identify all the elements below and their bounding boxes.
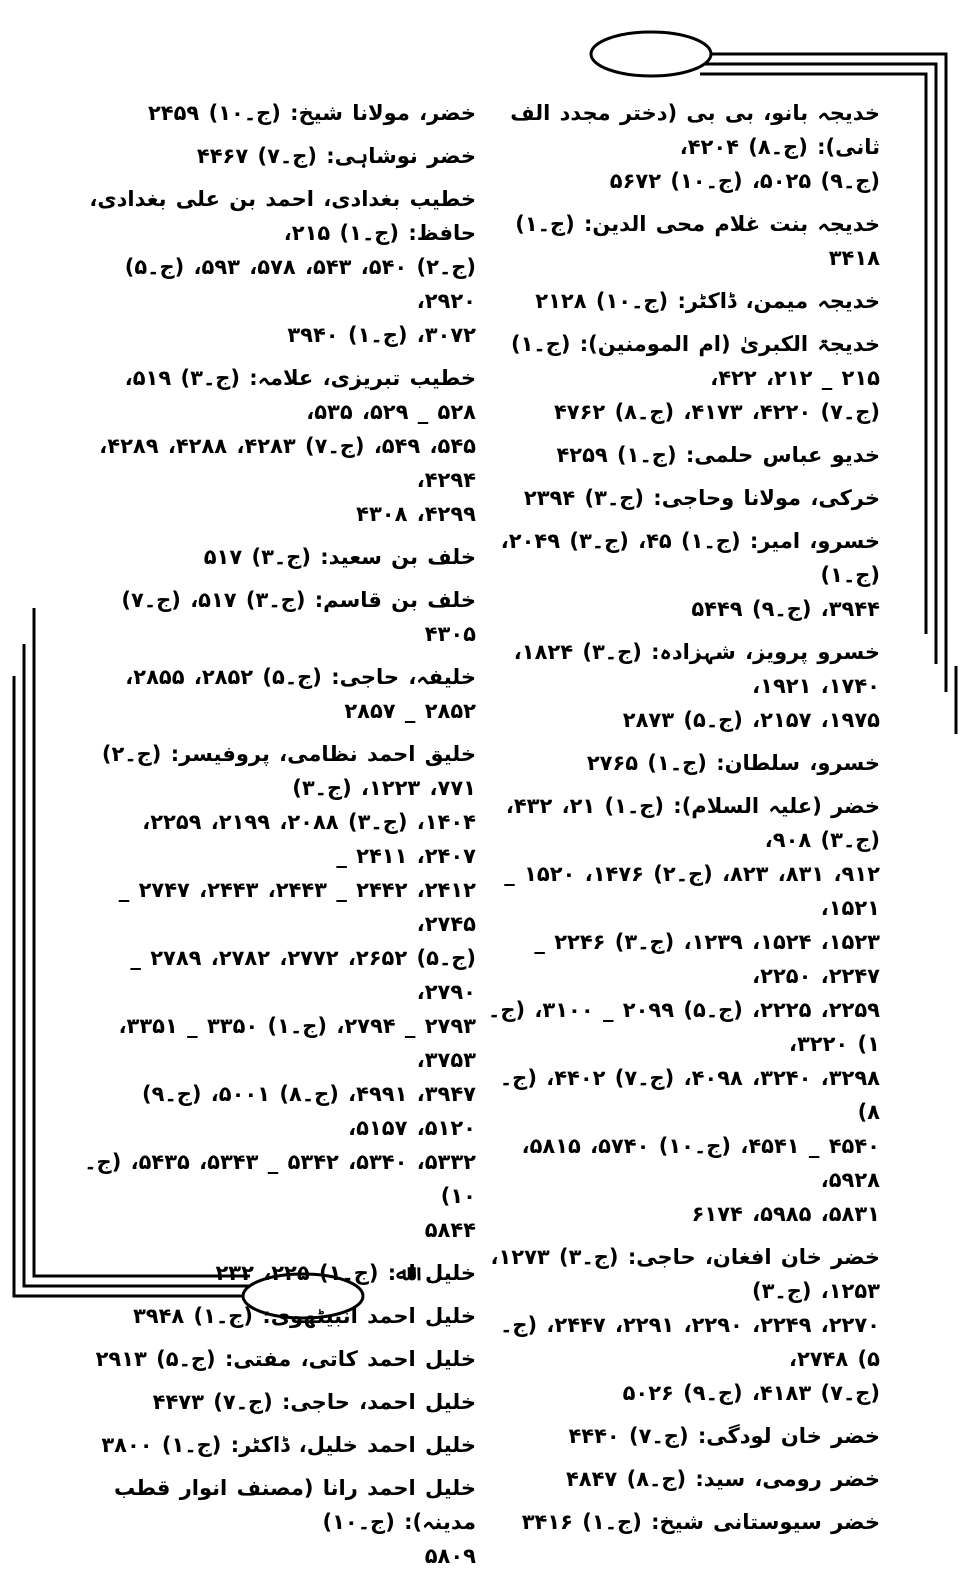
index-column-left [84, 96, 476, 1582]
index-entry [84, 540, 476, 574]
index-entry [488, 1419, 880, 1453]
index-entry [84, 1428, 476, 1462]
index-entry [488, 1462, 880, 1496]
index-entry [488, 284, 880, 318]
index-entry-line: خدیجہ بنت غلام محی الدین: (ج۔۱) ۳۴۱۸ [515, 212, 880, 270]
index-entry-line: خضر رومی، سید: (ج۔۸) ۴۸۴۷ [565, 1467, 880, 1491]
index-entry-line: ۳۲۹۸، ۳۲۴۰، ۴۰۹۸، (ج۔۷) ۴۴۰۲، (ج۔۸) [499, 1066, 880, 1124]
index-entry [488, 635, 880, 737]
index-entry-line: (ج۔۲) ۵۴۰، ۵۴۳، ۵۷۸، ۵۹۳، (ج۔۵) ۲۹۲۰، [124, 255, 476, 313]
index-entry-line: ۲۲۷۰، ۲۲۴۹، ۲۲۹۰، ۲۲۹۱، ۲۴۴۷، (ج۔۵) ۲۷۴۸، [500, 1313, 880, 1371]
index-entry-line: خسرو پرویز، شہزادہ: (ج۔۳) ۱۸۲۴، ۱۷۴۰، ۱۹۲۱، [513, 640, 880, 698]
index-entry-line: ۱۵۲۳، ۱۵۲۴، ۱۲۳۹، (ج۔۳) ۲۲۴۶ _ ۲۲۴۷، ۲۲۵۰، [534, 930, 880, 988]
index-entry-line: خلف بن سعید: (ج۔۳) ۵۱۷ [203, 545, 476, 569]
index-entry-line: خلیل اﷲ: (ج۔۱) ۲۲۵، ۲۳۲ [215, 1261, 476, 1285]
index-entry [84, 1256, 476, 1290]
index-entry [84, 182, 476, 352]
index-entry-line: خلیل احمد کاتی، مفتی: (ج۔۵) ۲۹۱۳ [95, 1347, 476, 1371]
index-entry-line: خطیب تبریزی، علامہ: (ج۔۳) ۵۱۹، ۵۲۸ _ ۵۲۹، ۵۳۵، [124, 366, 476, 424]
index-entry-line: خضر نوشاہی: (ج۔۷) ۴۴۶۷ [196, 144, 476, 168]
index-entry-line: خضر سیوستانی شیخ: (ج۔۱) ۳۴۱۶ [521, 1510, 880, 1534]
index-entry-line: خلیل احمد رانا (مصنف انوار قطب مدینہ): (ج۔۱۰) [113, 1476, 476, 1534]
index-entry [488, 207, 880, 275]
index-entry [84, 737, 476, 1247]
index-entry-line: خضر خان افغان، حاجی: (ج۔۳) ۱۲۷۳، ۱۲۵۳، (ج۔۳) [490, 1245, 880, 1303]
index-entry-line: خدیو عباس حلمی: (ج۔۱) ۴۲۵۹ [556, 443, 880, 467]
index-entry [84, 1342, 476, 1376]
index-entry-line: خطیب بغدادی، احمد بن علی بغدادی، حافظ: (ج۔۱) ۲۱۵، [89, 187, 476, 245]
index-entry-line: خدیجہ بانو، بی بی (دختر مجدد الف ثانی): (ج۔۸) ۴۲۰۴، [510, 101, 880, 159]
index-entry-line: ۹۱۲، ۸۳۱، ۸۲۳، (ج۔۲) ۱۴۷۶، ۱۵۲۰ _ ۱۵۲۱، [504, 862, 880, 920]
index-entry-line: ۵۳۳۲، ۵۳۴۰، ۵۳۴۲ _ ۵۳۴۳، ۵۴۳۵، (ج۔۱۰) [84, 1150, 476, 1208]
index-entry-line: ۵۸۳۱، ۵۹۸۵، ۶۱۷۴ [691, 1202, 880, 1226]
index-entry-line: خدیجہ میمن، ڈاکٹر: (ج۔۱۰) ۲۱۲۸ [535, 289, 880, 313]
index-entry-line: ۵۴۵، ۵۴۹، (ج۔۷) ۴۲۸۳، ۴۲۸۸، ۴۲۸۹، ۴۲۹۴، [99, 434, 476, 492]
index-entry-line: خضر (علیہ السلام): (ج۔۱) ۲۱، ۴۳۲، (ج۔۳) ۹۰۸، [505, 794, 880, 852]
index-entry-line: ۴۲۹۹، ۴۳۰۸ [356, 502, 476, 526]
index-entry-line: ۱۴۰۴، (ج۔۳) ۲۰۸۸، ۲۱۹۹، ۲۲۵۹، ۲۴۰۷، ۲۴۱۱ _ [142, 810, 476, 868]
index-entry-line: ۱۹۷۵، ۲۱۵۷، (ج۔۵) ۲۸۷۳ [622, 708, 880, 732]
index-entry-line: ۳۹۴۴، (ج۔۹) ۵۴۴۹ [691, 597, 880, 621]
index-entry-line: ۲۲۵۹، ۲۲۲۵، (ج۔۵) ۲۰۹۹ _ ۳۱۰۰، (ج۔۱) ۳۲۲۰، [488, 998, 880, 1056]
index-entry-line: ۳۰۷۲، (ج۔۱) ۳۹۴۰ [287, 323, 476, 347]
index-entry [488, 481, 880, 515]
index-entry [84, 361, 476, 531]
index-entry [84, 1299, 476, 1333]
top-oval [591, 32, 711, 76]
index-entry-line: خسرو، امیر: (ج۔۱) ۴۵، (ج۔۳) ۲۰۴۹، (ج۔۱) [500, 529, 880, 587]
index-entry-line: خدیجۃ الکبریٰ (ام المومنین): (ج۔۱) ۲۱۵ _ ۲۱۲، ۴۲۲، [510, 332, 880, 390]
index-entry [488, 327, 880, 429]
index-entry [488, 438, 880, 472]
index-entry-line: خلیفہ، حاجی: (ج۔۵) ۲۸۵۲، ۲۸۵۵، ۲۸۵۲ _ ۲۸۵۷ [125, 665, 476, 723]
index-entry [84, 139, 476, 173]
index-entry-line: خضر، مولانا شیخ: (ج۔۱۰) ۲۴۵۹ [147, 101, 476, 125]
index-entry-line: ۲۴۱۲، ۲۴۴۲ _ ۲۴۴۳، ۲۴۴۳، ۲۷۴۷ _ ۲۷۴۵، [118, 878, 476, 936]
index-entry [488, 524, 880, 626]
index-entry-line: ۴۵۴۰ _ ۴۵۴۱، (ج۔۱۰) ۵۷۴۰، ۵۸۱۵، ۵۹۲۸، [521, 1134, 880, 1192]
index-entry-line: ۵۸۴۴ [424, 1218, 476, 1242]
index-entry [488, 746, 880, 780]
index-entry [488, 789, 880, 1231]
index-entry-line: خلیل احمد، حاجی: (ج۔۷) ۴۴۷۳ [152, 1390, 476, 1414]
index-entry-line: ۵۸۰۹ [424, 1544, 476, 1568]
index-entry-line: (ج۔۵) ۲۶۵۲، ۲۷۷۲، ۲۷۸۲، ۲۷۸۹ _ ۲۷۹۰، [130, 946, 476, 1004]
index-entry-line: (ج۔۹) ۵۰۲۵، (ج۔۱۰) ۵۶۷۲ [609, 169, 880, 193]
index-entry-line: (ج۔۷) ۴۱۸۳، (ج۔۹) ۵۰۲۶ [622, 1381, 880, 1405]
index-entry [84, 1471, 476, 1573]
index-entry [488, 96, 880, 198]
index-entry [488, 1505, 880, 1539]
index-entry [84, 583, 476, 651]
index-entry-line: ۲۷۹۳ _ ۲۷۹۴، (ج۔۱) ۳۳۵۰ _ ۳۳۵۱، ۳۷۵۳، [118, 1014, 476, 1072]
index-entry-line: خلیل احمد انبیٹھوی: (ج۔۱) ۳۹۴۸ [132, 1304, 476, 1328]
index-entry-line: خسرو، سلطان: (ج۔۱) ۲۷۶۵ [586, 751, 880, 775]
index-entry-line: خلیق احمد نظامی، پروفیسر: (ج۔۲) ۷۷۱، ۱۲۲۳، (ج۔۳) [101, 742, 476, 800]
index-entry-line: خرکی، مولانا وحاجی: (ج۔۳) ۲۳۹۴ [523, 486, 880, 510]
index-entry-line: ۳۹۴۷، ۴۹۹۱، (ج۔۸) ۵۰۰۱، (ج۔۹) ۵۱۲۰، ۵۱۵۷، [142, 1082, 476, 1140]
index-entry [84, 660, 476, 728]
index-entry-line: (ج۔۷) ۴۲۲۰، ۴۱۷۳، (ج۔۸) ۴۷۶۲ [553, 400, 880, 424]
index-column-right [488, 96, 880, 1548]
index-entry-line: خلیل احمد خلیل، ڈاکٹر: (ج۔۱) ۳۸۰۰ [101, 1433, 476, 1457]
index-entry [488, 1240, 880, 1410]
index-entry-line: خلف بن قاسم: (ج۔۳) ۵۱۷، (ج۔۷) ۴۳۰۵ [121, 588, 476, 646]
index-entry [84, 1385, 476, 1419]
index-entry [84, 96, 476, 130]
index-entry-line: خضر خان لودگی: (ج۔۷) ۴۴۴۰ [568, 1424, 880, 1448]
